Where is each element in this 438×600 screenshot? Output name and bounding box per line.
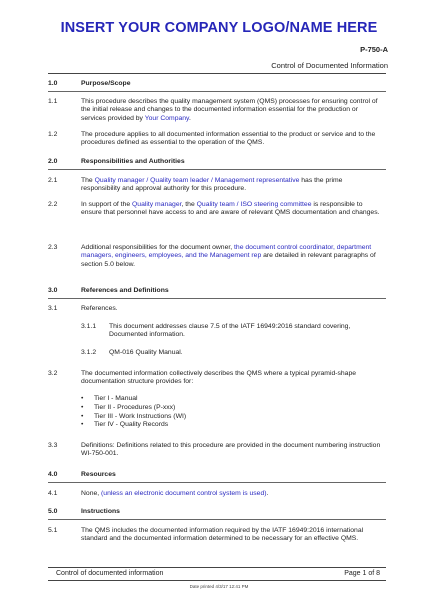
company-logo-placeholder: INSERT YOUR COMPANY LOGO/NAME HERE: [60, 20, 378, 36]
page-footer: [48, 567, 386, 581]
tier-list: [81, 395, 186, 430]
list-item: • Tier III - Work Instructions (WI): [81, 412, 187, 420]
section-divider: [48, 519, 386, 520]
section-divider: [48, 298, 386, 299]
document-number: P-750-A: [360, 45, 388, 54]
placeholder-role: Quality manager / Quality team leader / Management representative: [94, 177, 300, 184]
list-item: • Tier I - Manual: [81, 395, 138, 402]
placeholder-company-name: Your Company: [144, 114, 189, 122]
footer-document-name: Control of documented information: [56, 570, 164, 577]
footer-page-number: Page 1 of 8: [344, 570, 380, 577]
section-divider: [48, 91, 386, 92]
date-printed: Date printed 4/3/17 12:41 PM: [189, 584, 249, 589]
placeholder-team: Quality team / ISO steering committee: [196, 201, 312, 208]
section-divider: [48, 482, 386, 483]
list-item: • Tier II - Procedures (P-xxx): [81, 403, 176, 411]
placeholder-system-note: (unless an electronic document control system is used): [101, 490, 267, 497]
placeholder-roles: the document control coordinator, department managers, engineers, employees, and the Management rep: [81, 244, 372, 260]
placeholder-role: Quality manager: [132, 201, 182, 208]
document-title: Control of Documented Information: [271, 61, 388, 70]
document-page: INSERT YOUR COMPANY LOGO/NAME HERE P-750-A Control of Documented Information 1.0 Purpose/Scope 1.1 This procedure describes the quality management system (QMS) processes for ensuring control of the initial release and changes to the documented information essential for the production or services provided by Your Company. 1.2 The procedure applies to all documented information essential to the product or service and to the procedures defined as essential to the operation of the QMS. 2.0 Responsibilities and Authorities 2.1 The Quality manager / Quality team leader / Management representative has the prime responsibility and approval authority for this procedure. 2.2 In support of the Quality manager, the Quality team / ISO steering committee is responsible to ensure that personnel have access to and are aware of relevant QMS documentation and changes. 2.3 Additional responsibilities for the document owner, the document control coordinator, department managers, engineers, employees, and the Management rep are detailed in relevant paragraphs of section 5.0 below. 3.0 References and Definitions 3.1 References. 3.1.1 This document addresses clause 7.5 of the IATF 16949:2016 standard covering, Documented information. 3.1.2 QM-016 Quality Manual. 3.2 The documented information collectively describes the QMS where a typical pyramid-shape documentation structure provides for: • Tier I - Manual • Tier II - Procedures (P-xxx) • Tier III - Work Instructions (WI) • Tier IV - Quality Records 3.3 Definitions: Definitions related to this procedure are provided in the document numbering instruction WI-750-001. 4.0 Resources 4.1 None, (unless an electronic document control system is used). 5.0 Instructions 5.1 The QMS includes the documented information required by the IATF 16949:2016 international standard and the documented information determined to be necessary for an effective QMS. Control of documented information Page 1 of 8 Date printed 4/3/17 12:41 PM: [0, 0, 438, 600]
section-divider: [48, 169, 386, 170]
header-divider: [48, 73, 386, 74]
list-item: • Tier IV - Quality Records: [81, 421, 169, 429]
